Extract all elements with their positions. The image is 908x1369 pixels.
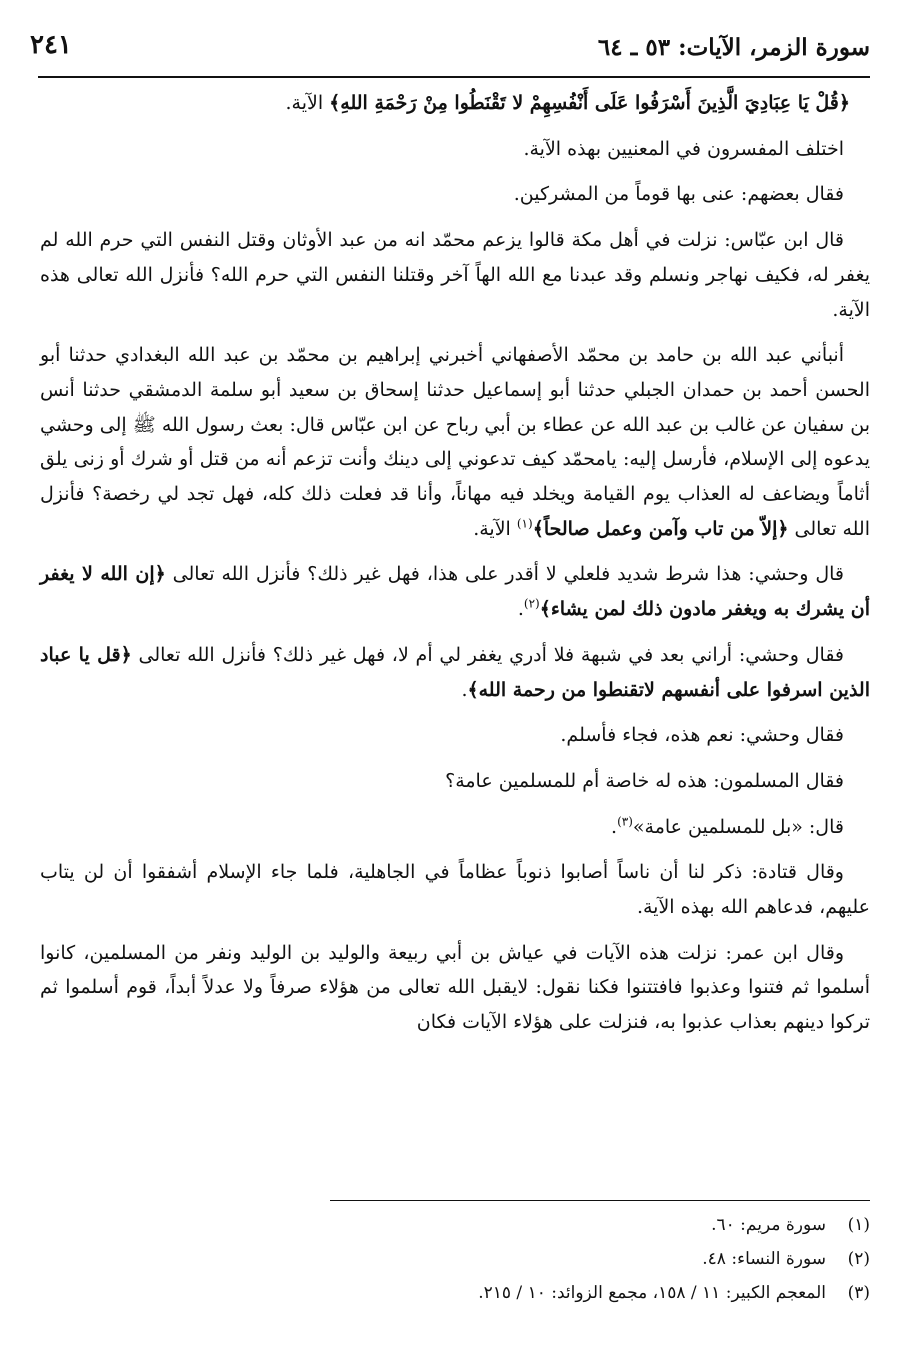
paragraph: فقال وحشي: نعم هذه، فجاء فأسلم.	[560, 724, 844, 747]
paragraph: اختلف المفسرون في المعنيين بهذه الآية.	[523, 137, 844, 160]
paragraph-text: قال وحشي: هذا شرط شديد فلعلي لا أقدر على هذا، فهل غير ذلك؟ فأنزل الله تعالى	[165, 563, 844, 586]
main-text	[40, 86, 870, 1051]
quran-verse: ﴿قل يا عباد الذين اسرفوا على أنفسهم لاتقنطوا من رحمة الله﴾	[40, 643, 870, 701]
quran-verse: ﴿إلاّ من تاب وآمن وعمل صالحاً﴾	[532, 517, 789, 540]
paragraph-text: .	[461, 678, 468, 701]
paragraph: فقال المسلمون: هذه له خاصة أم للمسلمين عامة؟	[445, 769, 844, 792]
footnotes	[40, 1208, 870, 1310]
paragraph: وقال قتادة: ذكر لنا أن ناساً أصابوا ذنوباً عظاماً في الجاهلية، فلما جاء الإسلام أشفقوا أن لن يتاب عليهم، فدعاهم الله بهذه الآية.	[40, 861, 870, 919]
paragraph	[40, 810, 870, 845]
footnote-item	[40, 1276, 870, 1310]
paragraph-text: .	[517, 598, 524, 621]
footnote-number: (١)	[847, 1215, 870, 1235]
paragraph	[40, 338, 870, 546]
footnote-ref: (١)	[516, 516, 533, 531]
paragraph-text: فقال وحشي: أراني بعد في شبهة فلا أدري يغفر لي أم لا، فهل غير ذلك؟ فأنزل الله تعالى	[131, 643, 845, 666]
running-header-title: سورة الزمر، الآيات: ٥٣ ـ ٦٤	[597, 34, 870, 61]
footnote-number: (٣)	[847, 1283, 870, 1303]
paragraph-text: الآية.	[473, 517, 517, 540]
paragraph	[40, 638, 870, 707]
footnote-item	[40, 1208, 870, 1242]
footnote-ref: (٣)	[617, 814, 633, 829]
header-divider	[38, 76, 870, 78]
paragraph: وقال ابن عمر: نزلت هذه الآيات في عياش بن أبي ربيعة والوليد بن الوليد ونفر من المسلمين، كانوا أسلموا ثم فتنوا وعذبوا فافتتنوا فكنا نقول: لايقبل الله تعالى من هؤلاء صرفاً ولا عدلاً أبداً، قوم أسلموا ثم تركوا دينهم بعذاب عذبوا به، فنزلت على هؤلاء الآيات فكان	[40, 941, 870, 1034]
footnote-text: سورة مريم: ٦٠.	[711, 1215, 826, 1235]
footnote-ref: (٢)	[523, 596, 540, 611]
page-number: ٢٤١	[30, 30, 72, 60]
paragraph-text: قال: «بل للمسلمين عامة»	[632, 815, 844, 838]
footnote-item	[40, 1242, 870, 1276]
paragraph-verse-intro	[40, 86, 850, 121]
quran-verse: ﴿إن الله لا يغفر أن يشرك به ويغفر مادون ذلك لمن يشاء﴾	[40, 563, 870, 621]
footnote-text: المعجم الكبير: ١١ / ١٥٨، مجمع الزوائد: ١٠ / ٢١٥.	[478, 1283, 826, 1303]
paragraph	[40, 557, 870, 626]
paragraph-text: .	[611, 815, 618, 838]
paragraph-text: أنبأني عبد الله بن حامد بن محمّد الأصفهاني أخبرني إبراهيم بن محمّد بن عبد الله البغدادي حدثنا أبو الحسن أحمد بن حمدان الجبلي حدثنا أبو إسماعيل حدثنا إسحاق بن سعيد أبو سلمة الدمشقي حدثنا أنس بن سفيان عن غالب بن عبد الله عن عطاء بن أبي رباح عن ابن عبّاس قال: بعث رسول الله ﷺ إلى وحشي يدعوه إلى الإسلام، فأرسل إليه: يامحمّد كيف تدعوني إلى دينك وأنت تزعم أنه من قتل أو شرك أو زنى يلق أثاماً ويضاعف له العذاب يوم القيامة ويخلد فيه مهاناً، وأنا قد فعلت ذلك كله، فهل تجد لي رخصة؟ فأنزل الله تعالى	[40, 344, 870, 540]
footnote-number: (٢)	[847, 1249, 870, 1269]
paragraph: قال ابن عبّاس: نزلت في أهل مكة قالوا يزعم محمّد انه من عبد الأوثان وقتل النفس التي حرم الله لم يغفر له، فكيف نهاجر ونسلم وقد عبدنا مع الله الهاً آخر وقتلنا النفس التي حرم الله؟ فأنزل الله تعالى هذه الآية.	[40, 229, 870, 321]
footnote-text: سورة النساء: ٤٨.	[702, 1249, 826, 1269]
footnote-divider	[330, 1200, 870, 1201]
quran-verse: ﴿قُلْ يَا عِبَادِيَ الَّذِينَ أَسْرَفُوا عَلَى أَنْفُسِهِمْ لا تَقْنَطُوا مِنْ رَحْمَةِ اللهِ﴾	[329, 92, 850, 114]
paragraph: فقال بعضهم: عنى بها قوماً من المشركين.	[513, 183, 844, 206]
paragraph-text: الآية.	[285, 92, 330, 114]
